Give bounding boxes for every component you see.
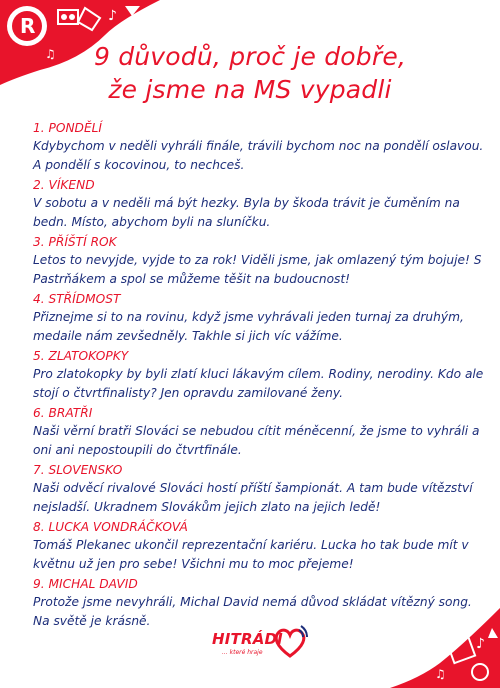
item-text-line: Pro zlatokopky by byli zlatí kluci lákavým cílem. Rodiny, nerodiny. Kdo ale xyxy=(33,367,484,381)
item-text xyxy=(33,365,483,402)
reasons-list xyxy=(33,120,483,633)
svg-text:♫: ♫ xyxy=(45,47,56,61)
item-text-line: stojí o čtvrtfinalisty? Jen opravdu zamilované ženy. xyxy=(33,385,343,400)
item-heading: 2. VÍKEND xyxy=(33,178,95,192)
logo-tagline: ... které hraje xyxy=(222,649,263,656)
item-heading: 4. STŘÍDMOST xyxy=(33,292,121,306)
heart-icon xyxy=(270,622,310,662)
svg-text:♫: ♫ xyxy=(435,667,446,681)
item-text-line: Letos to nevyjde, vyjde to za rok! Viděli jsme, jak omlazený tým bojuje! S xyxy=(33,253,482,267)
list-item xyxy=(33,234,483,288)
item-heading: 8. LUCKA VONDRÁČKOVÁ xyxy=(33,520,188,534)
item-text-line: nejsladší. Ukradnem Slovákům jejich zlato na jejich ledě! xyxy=(33,499,381,514)
item-text-line: A pondělí s kocovinou, to nechceš. xyxy=(33,157,245,172)
item-heading: 1. PONDĚLÍ xyxy=(33,121,103,135)
item-text-line: medaile nám zevšedněly. Takhle si jich víc vážíme. xyxy=(33,328,343,343)
item-text-line: Naši věrní bratři Slováci se nebudou cítit méněcenní, že jsme to vyhráli a xyxy=(33,424,480,438)
list-item xyxy=(33,291,483,345)
item-text-line: Na světě je krásně. xyxy=(33,613,151,628)
item-text-line: V sobotu a v neděli má být hezky. Byla by škoda trávit je čuměním na xyxy=(33,196,460,210)
title-line-1: 9 důvodů, proč je dobře, xyxy=(93,42,407,71)
item-text xyxy=(33,479,483,516)
item-heading: 5. ZLATOKOPKY xyxy=(33,349,129,363)
item-heading: 9. MICHAL DAVID xyxy=(33,577,138,591)
list-item xyxy=(33,462,483,516)
item-text-line: květnu už jen pro sebe! Všichni mu to moc přejeme! xyxy=(33,556,354,571)
decorative-corner-graphic-bottom xyxy=(380,608,500,688)
item-text xyxy=(33,422,483,459)
item-text xyxy=(33,308,483,345)
hitradi-logo xyxy=(212,622,332,664)
item-text-line: Tomáš Plekanec ukončil reprezentační kariéru. Lucka ho tak bude mít v xyxy=(33,538,469,552)
list-item xyxy=(33,405,483,459)
logo-name: HITRÁDI xyxy=(212,630,283,648)
list-item xyxy=(33,177,483,231)
item-text-line: bedn. Místo, abychom byli na sluníčku. xyxy=(33,214,271,229)
item-heading: 3. PŘÍŠTÍ ROK xyxy=(33,235,117,249)
item-text-line: oni ani nepostoupili do čtvrtfinále. xyxy=(33,442,242,457)
item-heading: 6. BRATŘI xyxy=(33,406,93,420)
svg-text:R: R xyxy=(20,14,36,38)
item-text-line: Přiznejme si to na rovinu, když jsme vyhrávali jeden turnaj za druhým, xyxy=(33,310,464,324)
item-text-line: Naši odvěcí rivalové Slováci hostí příští šampionát. A tam bude vítězství xyxy=(33,481,473,495)
item-text-line: Pastrňákem a spol se můžeme těšit na budoucnost! xyxy=(33,271,351,286)
item-text xyxy=(33,251,483,288)
item-text xyxy=(33,194,483,231)
item-heading: 7. SLOVENSKO xyxy=(33,463,123,477)
list-item xyxy=(33,519,483,573)
item-text xyxy=(33,536,483,573)
item-text-line: Kdybychom v neděli vyhráli finále, trávili bychom noc na pondělí oslavou. xyxy=(33,139,484,153)
item-text-line: Protože jsme nevyhráli, Michal David nemá důvod skládat vítězný song. xyxy=(33,595,472,609)
list-item xyxy=(33,348,483,402)
svg-text:♪: ♪ xyxy=(108,8,117,24)
item-text xyxy=(33,137,483,174)
list-item xyxy=(33,120,483,174)
svg-text:♪: ♪ xyxy=(476,636,485,652)
title-line-2: že jsme na MS vypadli xyxy=(108,75,392,104)
page-title xyxy=(20,40,480,106)
